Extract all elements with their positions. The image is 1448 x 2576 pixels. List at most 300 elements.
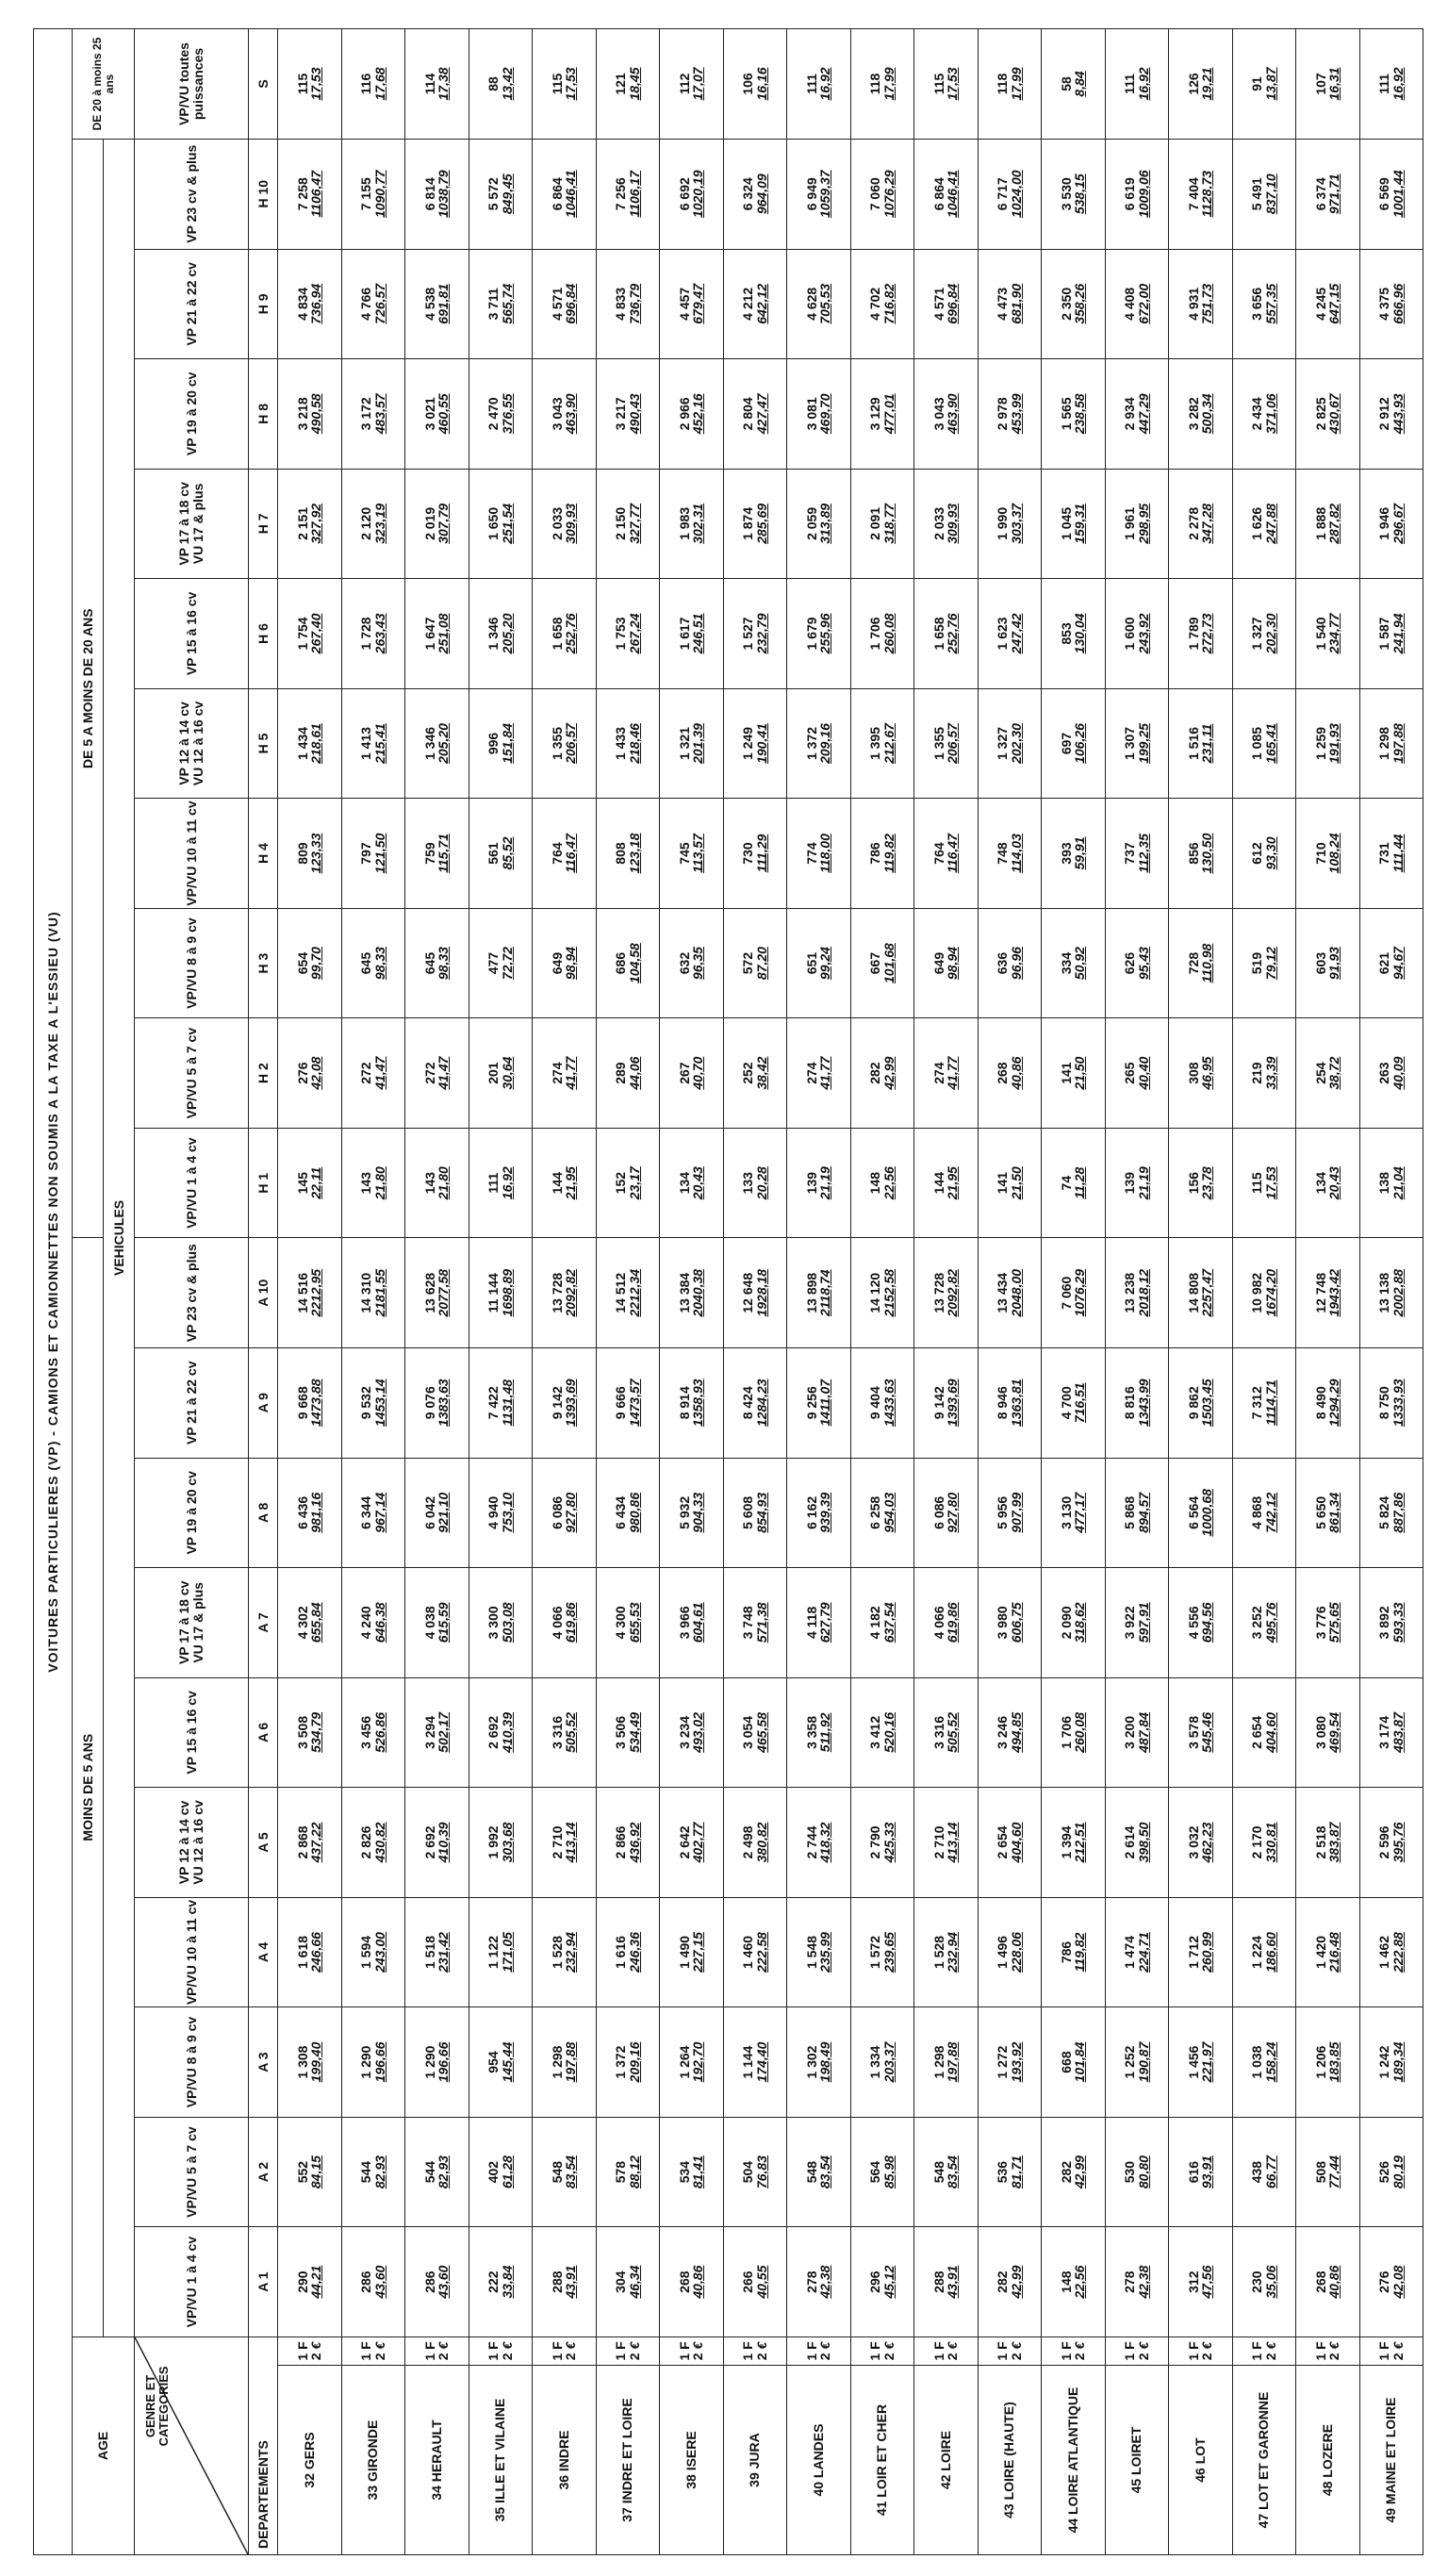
value-francs: 265 xyxy=(1122,1062,1138,1084)
tax-cell xyxy=(278,139,342,249)
value-francs: 1 302 xyxy=(803,2045,819,2079)
value-francs: 1 298 xyxy=(1376,726,1392,760)
tax-cell xyxy=(660,249,724,359)
value-francs: 139 xyxy=(803,1171,819,1195)
value-francs: 2 744 xyxy=(803,1825,819,1859)
value-euros: 198,49 xyxy=(817,2041,833,2083)
tax-cell xyxy=(1232,1347,1296,1458)
value-francs: 1 252 xyxy=(1122,2045,1138,2079)
tax-cell xyxy=(978,1677,1042,1788)
value-euros: 967,14 xyxy=(371,1492,387,1533)
value-euros: 376,55 xyxy=(499,393,515,435)
value-francs: 13 728 xyxy=(930,1272,946,1313)
value-euros: 101,68 xyxy=(880,943,897,983)
value-francs: 1 874 xyxy=(740,506,756,540)
department-name: 46 LOT xyxy=(1169,2366,1233,2555)
value-francs: 1 647 xyxy=(421,617,437,651)
code-a6: A 6 xyxy=(249,1677,278,1788)
value-francs: 530 xyxy=(1122,2160,1138,2184)
tax-cell xyxy=(533,249,597,359)
value-francs: 3 080 xyxy=(1312,1715,1328,1749)
value-euros: 716,51 xyxy=(1072,1382,1088,1424)
tax-cell xyxy=(1105,249,1169,359)
tax-cell xyxy=(341,1897,405,2007)
value-francs: 6 569 xyxy=(1376,177,1392,211)
value-francs: 111 xyxy=(485,1172,502,1194)
tax-cell xyxy=(533,1897,597,2007)
value-euros: 83,54 xyxy=(563,2155,579,2189)
value-francs: 114 xyxy=(421,73,437,95)
value-euros: 221,97 xyxy=(1199,2041,1215,2083)
line-codes xyxy=(533,2337,597,2365)
tax-cell xyxy=(723,2007,787,2118)
value-euros: 534,49 xyxy=(626,1711,642,1753)
value-euros: 238,58 xyxy=(1072,393,1088,435)
value-francs: 111 xyxy=(803,74,819,94)
value-francs: 2 033 xyxy=(930,506,946,540)
code-a2: A 2 xyxy=(249,2117,278,2227)
tax-cell xyxy=(978,29,1042,140)
value-euros: 483,87 xyxy=(1390,1711,1406,1753)
tax-cell xyxy=(1296,579,1360,689)
value-euros: 849,45 xyxy=(499,173,515,215)
value-euros: 2212,95 xyxy=(308,1268,324,1317)
tax-cell xyxy=(723,2117,787,2227)
value-francs: 1 992 xyxy=(485,1825,502,1859)
value-francs: 3 043 xyxy=(549,397,565,431)
value-francs: 134 xyxy=(676,1171,692,1195)
value-euros: 307,79 xyxy=(436,503,452,544)
tax-cell xyxy=(1359,249,1423,359)
tax-cell xyxy=(660,2117,724,2227)
value-francs: 1 753 xyxy=(613,617,629,651)
value-francs: 4 571 xyxy=(549,287,565,321)
value-euros: 495,76 xyxy=(1262,1602,1278,1643)
tax-cell xyxy=(850,1128,914,1238)
value-francs: 4 940 xyxy=(485,1495,502,1529)
department-name: 48 LOZERE xyxy=(1296,2366,1360,2555)
value-euros: 30,64 xyxy=(499,1056,515,1090)
value-euros: 130,04 xyxy=(1072,613,1088,654)
value-francs: 3 043 xyxy=(930,397,946,431)
value-francs: 3 711 xyxy=(485,288,502,321)
value-euros: 202,30 xyxy=(1008,723,1024,764)
value-francs: 4 473 xyxy=(995,287,1011,321)
value-francs: 1 298 xyxy=(549,2045,565,2079)
value-francs: 274 xyxy=(803,1062,819,1084)
currency-code: € xyxy=(1199,2341,1215,2350)
tax-cell xyxy=(1105,1897,1169,2007)
value-euros: 93,30 xyxy=(1262,836,1278,870)
line-number: 2 xyxy=(499,2353,515,2361)
value-euros: 383,87 xyxy=(1326,1822,1342,1863)
tax-cell xyxy=(1105,1788,1169,1898)
tax-cell xyxy=(596,579,660,689)
value-francs: 1 144 xyxy=(740,2045,756,2079)
tax-cell xyxy=(341,29,405,140)
value-francs: 9 076 xyxy=(421,1386,437,1420)
table-row xyxy=(469,29,533,2555)
value-euros: 111,44 xyxy=(1390,834,1406,873)
department-name: 37 INDRE ET LOIRE xyxy=(596,2366,660,2555)
value-francs: 7 060 xyxy=(1058,1276,1074,1310)
tax-cell xyxy=(1359,1897,1423,2007)
value-francs: 1 600 xyxy=(1122,617,1138,651)
tax-cell xyxy=(341,1128,405,1238)
value-francs: 4 066 xyxy=(549,1606,565,1640)
tax-cell xyxy=(1169,1897,1233,2007)
tax-cell xyxy=(533,1677,597,1788)
value-euros: 272,73 xyxy=(1199,613,1215,654)
genre-label: GENRE ET CATEGORIES xyxy=(143,2366,171,2447)
value-euros: 50,92 xyxy=(1072,947,1088,981)
tax-cell xyxy=(978,1897,1042,2007)
value-euros: 17,07 xyxy=(690,67,706,101)
line-codes xyxy=(596,2337,660,2365)
tax-cell xyxy=(914,799,979,909)
value-francs: 2 091 xyxy=(867,506,883,540)
tax-cell xyxy=(660,799,724,909)
tax-cell xyxy=(1296,249,1360,359)
value-euros: 487,84 xyxy=(1135,1711,1151,1753)
tax-cell xyxy=(850,579,914,689)
tax-cell xyxy=(469,29,533,140)
value-euros: 20,43 xyxy=(1326,1166,1342,1200)
value-euros: 21,95 xyxy=(563,1166,579,1200)
tax-cell xyxy=(341,2117,405,2227)
value-euros: 694,56 xyxy=(1199,1602,1215,1643)
value-francs: 111 xyxy=(1376,74,1392,94)
value-euros: 1076,29 xyxy=(1072,1268,1088,1317)
line-number: 1 xyxy=(1058,2353,1074,2361)
tax-cell xyxy=(341,2227,405,2337)
value-francs: 3 316 xyxy=(549,1715,565,1749)
tax-cell xyxy=(660,1788,724,1898)
value-euros: 42,99 xyxy=(1008,2265,1024,2299)
value-euros: 66,77 xyxy=(1262,2155,1278,2189)
value-francs: 219 xyxy=(1249,1062,1265,1084)
code-h7: H 7 xyxy=(249,469,278,579)
value-euros: 1009,06 xyxy=(1135,170,1151,219)
value-euros: 1411,07 xyxy=(817,1379,833,1427)
tax-cell xyxy=(1232,1677,1296,1788)
tax-cell xyxy=(341,688,405,799)
tax-cell xyxy=(1169,469,1233,579)
value-francs: 201 xyxy=(485,1062,502,1084)
line-number: 2 xyxy=(945,2353,961,2361)
value-euros: 1503,45 xyxy=(1199,1379,1215,1428)
tax-cell xyxy=(596,2117,660,2227)
value-francs: 3 748 xyxy=(740,1606,756,1640)
value-euros: 418,32 xyxy=(817,1822,833,1863)
value-francs: 764 xyxy=(549,842,565,865)
value-francs: 4 302 xyxy=(294,1606,310,1640)
tax-cell xyxy=(1169,1128,1233,1238)
value-euros: 99,24 xyxy=(817,947,833,981)
value-francs: 296 xyxy=(867,2271,883,2293)
value-euros: 101,84 xyxy=(1072,2041,1088,2083)
department-name: 44 LOIRE ATLANTIQUE xyxy=(1042,2366,1106,2555)
value-francs: 148 xyxy=(867,1171,883,1195)
line-codes xyxy=(469,2337,533,2365)
line-codes xyxy=(1169,2337,1233,2365)
value-euros: 505,52 xyxy=(945,1711,961,1753)
value-euros: 736,79 xyxy=(626,283,642,324)
value-francs: 651 xyxy=(803,951,819,975)
tax-cell xyxy=(914,1347,979,1458)
tax-cell xyxy=(1042,249,1106,359)
table-row xyxy=(978,29,1042,2555)
value-euros: 91,93 xyxy=(1326,947,1342,981)
tax-cell xyxy=(1169,579,1233,689)
value-francs: 14 516 xyxy=(294,1272,310,1313)
code-h9: H 9 xyxy=(249,249,278,359)
line-number: 1 xyxy=(549,2353,565,2361)
value-francs: 548 xyxy=(803,2160,819,2184)
value-euros: 619,86 xyxy=(945,1602,961,1643)
currency-code: € xyxy=(1262,2341,1278,2350)
value-francs: 1 224 xyxy=(1249,1935,1265,1970)
tax-cell xyxy=(596,1128,660,1238)
value-euros: 463,90 xyxy=(945,393,961,435)
value-francs: 3 530 xyxy=(1058,177,1074,211)
tax-cell xyxy=(341,1238,405,1348)
line-number: 1 xyxy=(803,2353,819,2361)
tax-cell xyxy=(787,139,851,249)
value-euros: 1393,69 xyxy=(563,1379,579,1428)
code-h2: H 2 xyxy=(249,1018,278,1129)
value-euros: 358,26 xyxy=(1072,283,1088,324)
value-francs: 107 xyxy=(1312,73,1328,95)
department-name: 40 LANDES xyxy=(787,2366,851,2555)
value-francs: 745 xyxy=(676,842,692,865)
value-francs: 544 xyxy=(358,2160,374,2184)
tax-cell xyxy=(278,2007,342,2118)
tax-cell xyxy=(1296,2117,1360,2227)
tax-cell xyxy=(660,2227,724,2337)
value-francs: 12 648 xyxy=(740,1272,756,1313)
tax-cell xyxy=(723,249,787,359)
value-francs: 3 234 xyxy=(676,1715,692,1749)
value-francs: 7 404 xyxy=(1185,177,1201,211)
tax-cell xyxy=(1232,688,1296,799)
value-euros: 1674,20 xyxy=(1262,1268,1278,1317)
value-euros: 121,50 xyxy=(371,833,387,874)
value-francs: 686 xyxy=(613,951,629,975)
value-francs: 1 395 xyxy=(867,726,883,760)
value-euros: 72,72 xyxy=(499,947,515,981)
tax-cell xyxy=(1232,1897,1296,2007)
value-francs: 143 xyxy=(421,1171,437,1195)
value-francs: 7 312 xyxy=(1249,1386,1265,1420)
tax-cell xyxy=(405,908,469,1018)
tax-cell xyxy=(1296,2007,1360,2118)
value-euros: 964,09 xyxy=(753,173,769,215)
tax-cell xyxy=(914,1568,979,1678)
value-francs: 14 120 xyxy=(867,1272,883,1313)
tax-cell xyxy=(1359,2117,1423,2227)
tax-cell xyxy=(278,1128,342,1238)
value-euros: 907,99 xyxy=(1008,1492,1024,1533)
line-number: 1 xyxy=(1249,2353,1265,2361)
tax-cell xyxy=(660,1568,724,1678)
value-francs: 759 xyxy=(421,842,437,865)
tax-cell xyxy=(596,1347,660,1458)
value-francs: 5 491 xyxy=(1249,177,1265,211)
tax-cell xyxy=(341,1677,405,1788)
value-francs: 1 460 xyxy=(740,1935,756,1970)
table-row xyxy=(660,29,724,2555)
value-francs: 504 xyxy=(740,2160,756,2184)
cat-a9: VP 21 à 22 cv xyxy=(135,1347,249,1458)
tax-cell xyxy=(596,249,660,359)
value-francs: 1 650 xyxy=(485,506,502,540)
value-francs: 111 xyxy=(1122,74,1138,94)
tax-cell xyxy=(1042,2227,1106,2337)
value-francs: 1 272 xyxy=(995,2045,1011,2079)
tax-cell xyxy=(660,29,724,140)
cat-s: VP/VU toutes puissances xyxy=(135,29,249,140)
value-francs: 10 982 xyxy=(1249,1272,1265,1313)
tax-cell xyxy=(1105,469,1169,579)
tax-cell xyxy=(1042,688,1106,799)
line-codes xyxy=(723,2337,787,2365)
tax-cell xyxy=(1105,1238,1169,1348)
tax-cell xyxy=(723,1018,787,1129)
currency-code: € xyxy=(371,2341,387,2350)
value-euros: 1393,69 xyxy=(945,1379,961,1428)
value-euros: 33,84 xyxy=(499,2265,515,2299)
tax-cell xyxy=(1296,1128,1360,1238)
value-euros: 318,62 xyxy=(1072,1602,1088,1643)
currency-code: F xyxy=(1058,2341,1074,2350)
tax-cell xyxy=(978,1347,1042,1458)
value-francs: 1 712 xyxy=(1185,1935,1201,1970)
value-francs: 632 xyxy=(676,951,692,975)
currency-code: F xyxy=(294,2341,310,2350)
value-euros: 42,38 xyxy=(817,2265,833,2299)
tax-cell xyxy=(405,1018,469,1129)
value-francs: 1 616 xyxy=(613,1935,629,1970)
tax-cell xyxy=(405,1458,469,1568)
value-euros: 267,40 xyxy=(308,613,324,654)
value-francs: 13 628 xyxy=(421,1272,437,1313)
value-francs: 6 162 xyxy=(803,1495,819,1529)
tax-cell xyxy=(469,2227,533,2337)
value-euros: 16,92 xyxy=(1390,67,1406,101)
value-euros: 22,56 xyxy=(1072,2265,1088,2299)
value-euros: 76,83 xyxy=(753,2155,769,2189)
tax-cell xyxy=(978,908,1042,1018)
tax-cell xyxy=(914,2007,979,2118)
value-francs: 649 xyxy=(549,951,565,975)
value-francs: 1 516 xyxy=(1185,726,1201,760)
value-euros: 13,87 xyxy=(1262,67,1278,101)
value-euros: 410,39 xyxy=(436,1822,452,1863)
tax-cell xyxy=(1042,2117,1106,2227)
tax-cell xyxy=(405,1568,469,1678)
line-codes xyxy=(660,2337,724,2365)
table-row xyxy=(1042,29,1106,2555)
cat-a4: VP/VU 10 à 11 cv xyxy=(135,1897,249,2007)
value-euros: 165,41 xyxy=(1262,723,1278,764)
tax-cell xyxy=(1105,2007,1169,2118)
currency-code: F xyxy=(1185,2341,1201,2350)
value-euros: 41,77 xyxy=(817,1056,833,1090)
value-francs: 3 218 xyxy=(294,397,310,431)
cat-h6: VP 15 à 16 cv xyxy=(135,579,249,689)
value-francs: 1 618 xyxy=(294,1935,310,1970)
code-s: S xyxy=(249,29,278,140)
tax-cell xyxy=(596,1458,660,1568)
value-euros: 44,06 xyxy=(626,1056,642,1090)
table-row xyxy=(278,29,342,2555)
tax-cell xyxy=(660,469,724,579)
tax-cell xyxy=(1296,1458,1360,1568)
value-francs: 797 xyxy=(358,842,374,865)
value-euros: 642,12 xyxy=(753,283,769,324)
value-francs: 1 456 xyxy=(1185,2045,1201,2079)
currency-code: € xyxy=(817,2341,833,2350)
value-francs: 290 xyxy=(294,2271,310,2293)
tax-cell xyxy=(1105,1568,1169,1678)
tax-cell xyxy=(596,1568,660,1678)
value-euros: 327,77 xyxy=(626,503,642,544)
value-euros: 33,39 xyxy=(1262,1056,1278,1090)
tax-cell xyxy=(533,2007,597,2118)
tax-cell xyxy=(850,249,914,359)
code-a9: A 9 xyxy=(249,1347,278,1458)
value-euros: 77,44 xyxy=(1326,2155,1342,2189)
value-francs: 636 xyxy=(995,951,1011,975)
tax-cell xyxy=(341,139,405,249)
line-number: 2 xyxy=(626,2353,642,2361)
tax-cell xyxy=(914,2117,979,2227)
line-number: 2 xyxy=(563,2353,579,2361)
value-euros: 94,67 xyxy=(1390,947,1406,981)
value-euros: 490,43 xyxy=(626,393,642,435)
value-francs: 3 966 xyxy=(676,1606,692,1640)
currency-code: € xyxy=(1326,2341,1342,2350)
value-euros: 742,12 xyxy=(1262,1492,1278,1533)
tax-cell xyxy=(405,29,469,140)
department-name: 34 HERAULT xyxy=(405,2366,469,2555)
value-francs: 2 934 xyxy=(1122,397,1138,431)
value-euros: 402,77 xyxy=(690,1822,706,1863)
value-euros: 61,28 xyxy=(499,2155,515,2189)
value-euros: 209,16 xyxy=(817,723,833,764)
tax-cell xyxy=(787,1238,851,1348)
value-euros: 199,40 xyxy=(308,2041,324,2083)
value-euros: 1698,89 xyxy=(499,1268,515,1317)
value-euros: 17,99 xyxy=(1008,67,1024,101)
tax-cell xyxy=(469,139,533,249)
value-francs: 3 412 xyxy=(867,1715,883,1749)
tax-cell xyxy=(469,1347,533,1458)
tax-cell xyxy=(596,2227,660,2337)
value-francs: 508 xyxy=(1312,2160,1328,2184)
value-euros: 1943,42 xyxy=(1326,1268,1342,1317)
value-euros: 854,93 xyxy=(753,1492,769,1533)
line-codes xyxy=(787,2337,851,2365)
tax-cell xyxy=(1359,1568,1423,1678)
tax-cell xyxy=(1169,2117,1233,2227)
table-title: VOITURES PARTICULIERES (VP) - CAMIONS ET CAMIONNETTES NON SOUMIS A LA TAXE A L'ESSIEU (VU) xyxy=(34,29,73,2555)
value-francs: 856 xyxy=(1185,842,1201,865)
tax-cell xyxy=(787,1897,851,2007)
tax-cell xyxy=(596,799,660,909)
value-francs: 254 xyxy=(1312,1062,1328,1084)
